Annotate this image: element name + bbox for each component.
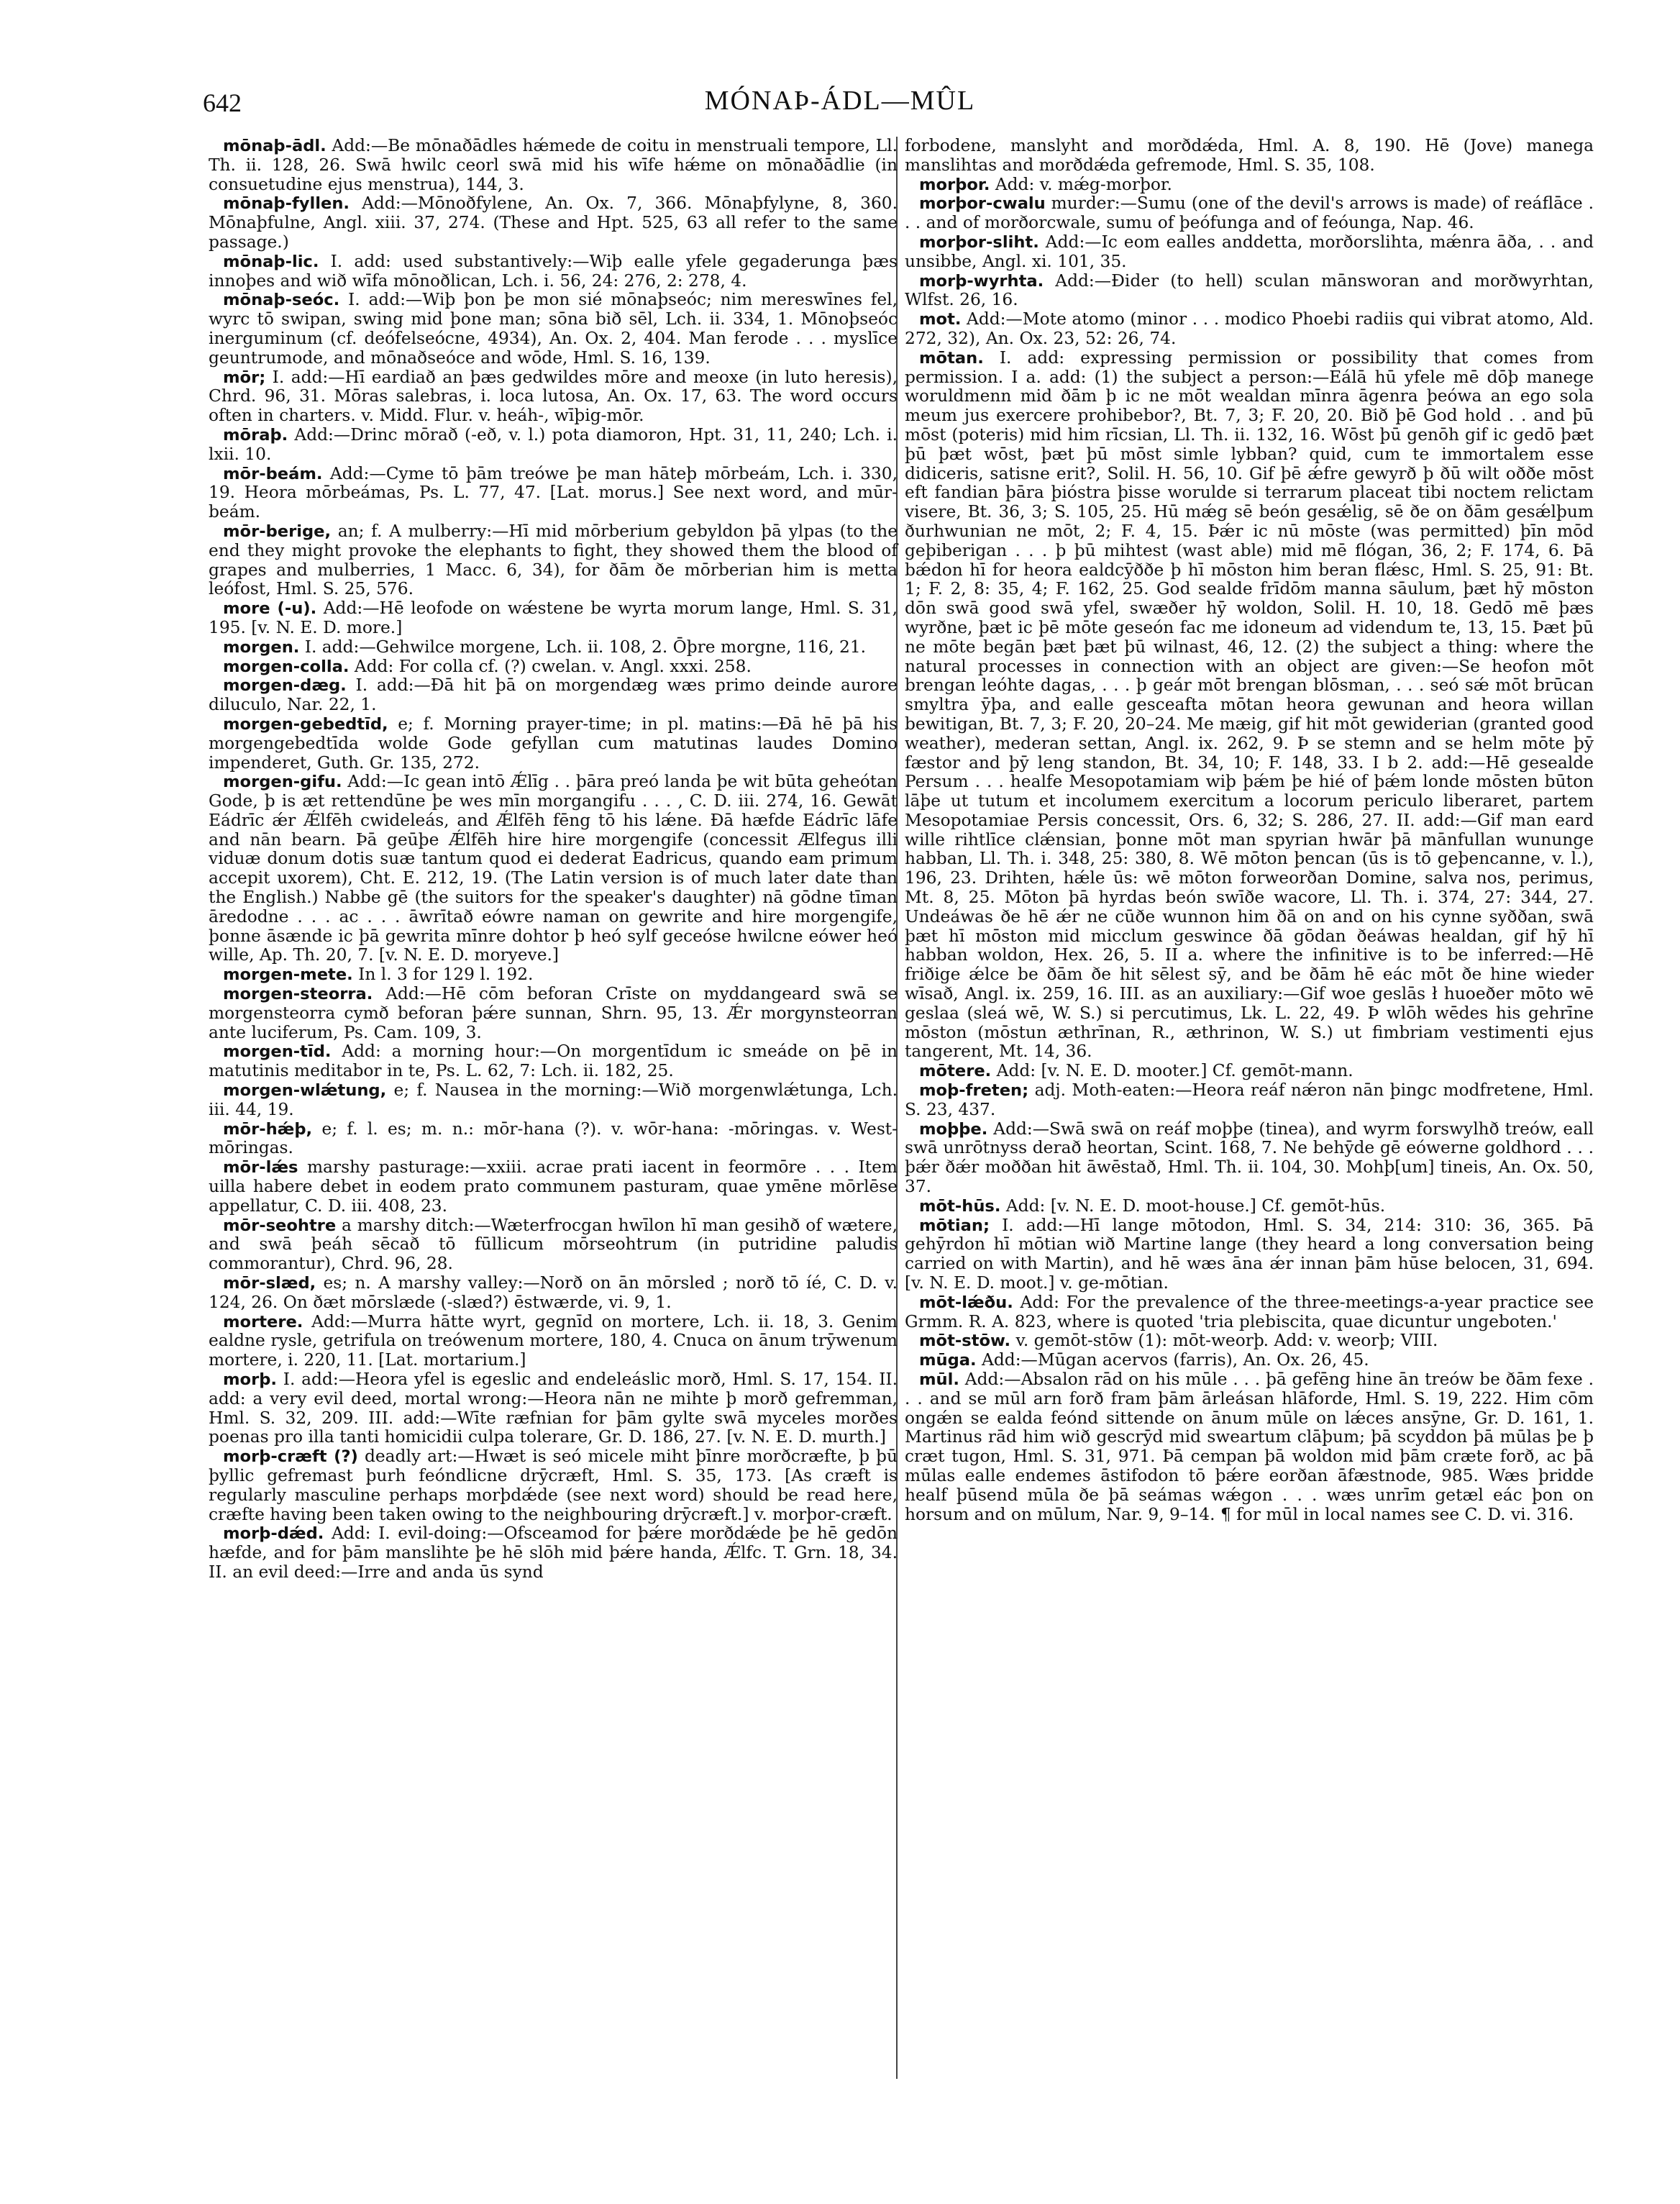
dictionary-entry xyxy=(905,1120,1594,1197)
dictionary-entry xyxy=(209,1447,898,1524)
entry-headword: morþ-cræft (?) xyxy=(223,1447,358,1467)
entry-headword: morþor-sliht. xyxy=(919,232,1039,252)
entry-text: Add:—Absalon rād on his mūle . . . þā gefēng hine ān treów be ðām fexe . . . and se mūl arn forð fram þām ārleásan hlāforde, Hml. S. 19, 222. Him cōm ongǽn se ealda feónd sittende on ānum mūle on lǽces ansȳne, Gr. D. 161, 1. Martinus rād him wið gescrȳd mid sweartum clāþum; þā scyddon þā mūlas þe þ cræt tugon, Hml. S. 31, 971. Þā cempan þā woldon mid þām cræte forð, ac þā mūlas ealle endemes āstifodon tō þǽre eorðan āfæstnode, 985. Wæs þridde healf þūsend mūla ðe þā seámas wǽgon . . . wæs unrīm getæl eác þon on horsum and on mūlum, Nar. 9, 9–14. ¶ for mūl in local names see C. D. vi. 316. xyxy=(905,1370,1594,1524)
dictionary-entry xyxy=(209,599,898,638)
entry-headword: morþ. xyxy=(223,1370,277,1389)
entry-text: adj. Moth-eaten:—Heora reáf nǽron nān þingc modfretene, Hml. S. 23, 437. xyxy=(905,1080,1594,1119)
dictionary-entry xyxy=(209,1370,898,1447)
dictionary-entry xyxy=(209,426,898,465)
entry-headword: morgen. xyxy=(223,637,300,657)
entry-text: I. add: expressing permission or possibility that comes from permission. I a. add: (1) the subject a person:—Eálā hū yfele mē dōþ manege woruldmenn mid ðām þ ic ne mōt wealdan mīnra āgenra þeówa an ego sola meum jus exercere prohibebor?, Bt. 7, 3; F. 20, 20. Bið þē God hold . . and þū mōst (poteris) mid him rīcsian, Ll. Th. ii. 132, 16. Wōst þū genōh gif ic gedō þæt þū þæt wōst, þæt þū mōst simle lybban? quid, cum te immortalem esse didiceris, satisne erit?, Solil. H. 56, 10. Gif þē ǽfre gewyrð þ ðū wilt oððe mōst eft fandian þāra þióstra þisse worulde si terrarum placeat tibi noctem relictam visere, Bt. 36, 3; S. 105, 25. Hū mǽg sē beón gesǽlig, sē ðe on ðām gesǽlþum ðurhwunian ne mōt, 2; F. 4, 15. Þǽr ic nū mōste (was permitted) þīn mōd geþiberigan . . . þ þū mihtest (wast able) mid mē flógan, 36, 2; F. 174, 6. Þā bǽdon hī for heora ealdcȳððe þ hī mōston him beran flǽsc, Hml. S. 25, 91: Bt. 1; F. 2, 8: 35, 4; F. 162, 25. God sealde frīdōm manna sāulum, þæt hȳ mōston dōn swā good swā yfel, swæðer hȳ woldon, Solil. H. 10, 18. Gedō mē þæs wyrðne, þæt ic þē mōte geseón fac me idoneum ad videndum te, 13, 15. Þæt þū ne mōte begān þæt þæt þū wilnast, 46, 12. (2) the subject a thing: where the natural processes in connection with an object are given:—Se heofon mōt brengan leóhte dagas, . . . þ geár mōt brengan blōsman, . . . seó sǽ mōt brūcan smyltra ȳþa, and ealle gesceafta mōtan heora gewunan and heora willan bewitigan, Bt. 7, 3; F. 20, 20–24. Me mæig, gif hit mōt gewiderian (granted good weather), mederan settan, Angl. ix. 262, 9. Þ se stemn and se helm mōte þȳ fæstor and þȳ leng standon, Bt. 34, 10; F. 148, 33. I b 2. add:—Hē gesealde Persum . . . healfe Mesopotamiam wiþ þǽm þe hié of þǽm londe mōsten būton lāþe ut tutum et incolumem exercitum a locorum periculo liberaret, partem Mesopotamiae Persis concessit, Ors. 6, 32; S. 286, 27. II. add:—Gif man eard wille rihtlīce clǽnsian, þonne mōt man spyrian hwār þā mānfullan wununge habban, Ll. Th. i. 348, 25: 380, 8. Wē mōton þencan (ūs is tō geþencanne, v. l.), 196, 23. Drihten, hǽle ūs: wē mōton forweorðan Domine, salva nos, perimus, Mt. 8, 25. Mōton þā hyrdas beón swīðe wacore, Ll. Th. i. 374, 27: 344, 27. Undeáwas ðe hē ǽr ne cūðe wunnon him ðā on and on his cynne syððan, swā þæt hī mōston mid micclum geswince ðā gōdan ðeáwas healdan, gif hȳ hī habban woldon, Hex. 26, 5. II a. where the infinitive is to be inferred:—Hē friðige ǽlce be ðām ðe hit sēlest sȳ, and be ðām hē eác mōt ðe hine wieder wīsað, Angl. ix. 259, 16. III. as an auxiliary:—Gif woe geslās ł huoeðer mōto wē geslaa (sleá wē, W. S.) si percutimus, Lk. L. 22, 49. Þ wlōh wēdes his gehrīne mōston (mōstun æthrīnan, R., æthrinon, W. S.) ut fimbriam vestimenti ejus tangerent, Mt. 14, 36. xyxy=(905,347,1594,1062)
page-number: 642 xyxy=(203,88,242,117)
dictionary-entry xyxy=(905,1331,1594,1351)
entry-text: es; n. A marshy valley:—Norð on ān mōrsled ; norð tō íé, C. D. v. 124, 26. On ðæt mōrslæde (-slæd?) ēstwærde, vi. 9, 1. xyxy=(209,1273,898,1312)
entry-headword: mōtan. xyxy=(919,348,984,368)
entry-text: In l. 3 for 129 l. 192. xyxy=(358,965,534,985)
entry-text: I. add: used substantively:—Wiþ ealle yfele gegaderunga þæs innoþes and wið wīfa mōnoðlican, Lch. i. 56, 24: 276, 2: 278, 4. xyxy=(209,251,898,291)
dictionary-entry xyxy=(209,1042,898,1081)
entry-headword: morgen-mete. xyxy=(223,965,353,985)
dictionary-entry xyxy=(905,310,1594,349)
entry-text: I. add:—Hī lange mōtodon, Hml. S. 34, 214: 310: 36, 365. Þā gehȳrdon hī mōtian wið Martine lange (they heard a long conversation being carried on with Martin), and hē wæs āna ǽr innan þām hūse belocen, 31, 694. [v. N. E. D. moot.] v. ge-mōtian. xyxy=(905,1215,1594,1293)
entry-headword: morgen-gebedtīd, xyxy=(223,714,388,734)
dictionary-entry xyxy=(905,1370,1594,1524)
entry-text: e; f. l. es; m. n.: mōr-hana (?). v. wōr-hana: -mōringas. v. West-mōringas. xyxy=(209,1119,898,1158)
dictionary-entry xyxy=(905,1081,1594,1120)
entry-text: Add:—Mūgan acervos (farris), An. Ox. 26, 45. xyxy=(982,1350,1369,1370)
entry-headword: morgen-dæg. xyxy=(223,676,347,696)
dictionary-entry xyxy=(905,233,1594,272)
entry-text: an; f. A mulberry:—Hī mid mōrberium gebyldon þā ylpas (to the end they might provoke the elephants to fight, they showed them the blood of grapes and mulberries, 1 Macc. 6, 34), for ðām ðe mōrberian him is metta leófost, Hml. S. 25, 576. xyxy=(209,521,898,599)
entry-text: Add: [v. N. E. D. mooter.] Cf. gemōt-mann. xyxy=(996,1061,1353,1081)
dictionary-entry xyxy=(905,176,1594,195)
entry-text: Add: For colla cf. (?) cwelan. v. Angl. xxxi. 258. xyxy=(354,656,752,676)
dictionary-entry xyxy=(209,1158,898,1216)
entry-headword: morþor. xyxy=(919,175,990,194)
entry-text: v. gemōt-stōw (1): mōt-weorþ. Add: v. weorþ; VIII. xyxy=(1015,1331,1438,1351)
dictionary-entry xyxy=(209,252,898,291)
dictionary-entry xyxy=(209,638,898,657)
entry-headword: mōr; xyxy=(223,368,266,387)
entry-headword: mōr-hǽþ, xyxy=(223,1119,313,1139)
entry-headword: mōr-lǽs xyxy=(223,1158,298,1178)
entry-headword: mōtere. xyxy=(919,1062,992,1081)
dictionary-entry xyxy=(209,657,898,677)
entry-headword: morþor-cwalu xyxy=(919,194,1046,214)
entry-text: I. add:—Heora yfel is egeslic and endeleáslic morð, Hml. S. 17, 154. II. add: a very evil deed, mortal wrong:—Heora nān ne mihte þ morð gefremman, Hml. S. 32, 209. III. add:—Wīte ræfnian for þām gylte swā myceles morðes poenas pro illa tanti homicidii culpa tolerare, Gr. D. 186, 27. [v. N. E. D. murth.] xyxy=(209,1370,898,1447)
dictionary-entry xyxy=(905,1293,1594,1332)
dictionary-entry xyxy=(209,291,898,368)
entry-text: Add: a morning hour:—On morgentīdum ic smeáde on þē in matutinis meditabor in te, Ps. L. 62, 7: Lch. ii. 182, 25. xyxy=(209,1042,898,1081)
entry-text: marshy pasturage:—xxiii. acrae prati iacent in feormōre . . . Item uilla habere debet in eodem prato communem pasturam, quae ymēne mōrlēse appellatur, C. D. iii. 408, 23. xyxy=(209,1157,898,1216)
dictionary-entry xyxy=(209,1313,898,1370)
entry-text: murder:—Sumu (one of the devil's arrows is made) of reáflāce . . . and of morðorcwale, sumu of þeófunga and of feóunga, Nap. 46. xyxy=(905,193,1594,233)
entry-headword: mōr-berige, xyxy=(223,522,332,541)
entry-headword: mōnaþ-fyllen. xyxy=(223,194,350,214)
dictionary-entry xyxy=(209,1081,898,1120)
dictionary-entry xyxy=(209,137,898,194)
dictionary-entry xyxy=(209,368,898,426)
entry-text: Add:—Mōnoðfylene, An. Ox. 7, 366. Mōnaþfylyne, 8, 360. Mōnaþfulne, Angl. xiii. 37, 274. (These and Hpt. 525, 63 all refer to the same passage.) xyxy=(209,193,898,252)
entry-text: I. add:—Wiþ þon þe mon sié mōnaþseóc; nim mereswīnes fel, wyrc tō swipan, swing mid þone man; sōna bið sēl, Lch. ii. 334, 1. Mōnoþseóc inerguminum (cf. deófelseócne, 4934), An. Ox. 2, 404. Man ferode . . . myslīce geuntrumode, and mōnaðseóce and wōde, Hml. S. 16, 139. xyxy=(209,290,898,368)
entry-headword: morgen-gifu. xyxy=(223,773,342,792)
entry-headword: mōt-lǽðu. xyxy=(919,1293,1013,1312)
entry-text: Add:—Cyme tō þām treówe þe man hāteþ mōrbeám, Lch. i. 330, 19. Heora mōrbeámas, Ps. L. 77, 47. [Lat. morus.] See next word, and mūr-beám. xyxy=(209,463,898,522)
entry-text: I. add:—Hī eardiað an þæs gedwildes mōre and meoxe (in luto heresis), Chrd. 96, 31. Mōras salebras, i. loca lutosa, An. Ox. 17, 63. The word occurs often in charters. v. Midd. Flur. v. heáh-, wīþig-mōr. xyxy=(209,367,898,426)
entry-text: Add:—Drinc mōrað (-eð, v. l.) pota diamoron, Hpt. 31, 11, 240; Lch. i. lxii. 10. xyxy=(209,424,898,464)
entry-headword: morþ-dǽd. xyxy=(223,1524,324,1544)
entry-headword: morgen-wlǽtung, xyxy=(223,1081,387,1101)
left-column xyxy=(209,137,898,1583)
entry-headword: mōnaþ-lic. xyxy=(223,252,319,271)
entry-text: Add: v. mǽg-morþor. xyxy=(995,174,1172,194)
dictionary-entry xyxy=(209,985,898,1042)
entry-headword: mōraþ. xyxy=(223,425,288,445)
entry-text: Add:—Hē leofode on wǽstene be wyrta morum lange, Hml. S. 31, 195. [v. N. E. D. more.] xyxy=(209,598,898,637)
entry-text: e; f. Morning prayer-time; in pl. matins:—Ðā hē þā his morgengebedtīda wolde Gode gefyllan cum matutinas laudes Domino impenderet, Guth. Gr. 135, 272. xyxy=(209,714,898,773)
entry-text: Add:—Hē cōm beforan Crīste on myddangeard swā se morgensteorra cymð beforan þǽre sunnan, Shrn. 95, 13. Ǽr morgynsteorran ante luciferum, Ps. Cam. 109, 3. xyxy=(209,984,898,1042)
right-column xyxy=(905,137,1594,1524)
entry-headword: mōnaþ-seóc. xyxy=(223,291,340,310)
entry-headword: more (-u). xyxy=(223,599,317,619)
dictionary-entry xyxy=(905,1351,1594,1370)
entry-text: Add:—Ðider (to hell) sculan mānsworan and morðwyrhtan, Wlfst. 26, 16. xyxy=(905,270,1594,310)
entry-text: I. add:—Ðā hit þā on morgendæg wæs primo deinde aurore diluculo, Nar. 22, 1. xyxy=(209,675,898,715)
dictionary-entry xyxy=(905,1216,1594,1293)
dictionary-entry xyxy=(905,349,1594,1062)
dictionary-entry xyxy=(209,1274,898,1313)
entry-text: a marshy ditch:—Wæterfrocgan hwīlon hī man gesihð of wætere, and swā þeáh sēcað tō fūllicum mōrseohtrum (in putridine paludis commorantur), Chrd. 96, 28. xyxy=(209,1215,898,1274)
entry-headword: mōr-seohtre xyxy=(223,1216,337,1235)
running-head: MÓNAÞ-ÁDL—MÛL xyxy=(704,86,976,116)
entry-text: Add: [v. N. E. D. moot-house.] Cf. gemōt-hūs. xyxy=(1005,1196,1386,1216)
entry-text: Add: I. evil-doing:—Ofsceamod for þǽre morðdǽde þe hē gedōn hæfde, and for þām manslihte þe hē slōh mid þǽre handa, Ǽlfc. T. Grn. 18, 34. II. an evil deed:—Irre and anda ūs synd xyxy=(209,1524,898,1582)
entry-text: e; f. Nausea in the morning:—Wið morgenwlǽtunga, Lch. iii. 44, 19. xyxy=(209,1080,898,1119)
entry-headword: moþ-freten; xyxy=(919,1081,1029,1101)
entry-headword: morgen-colla. xyxy=(223,657,350,676)
entry-headword: mōnaþ-ādl. xyxy=(223,137,327,155)
dictionary-entry xyxy=(209,1216,898,1274)
entry-text: Add:—Be mōnaðādles hǽmede de coitu in menstruali tempore, Ll. Th. ii. 128, 26. Swā hwilc ceorl swā mid his wīfe hǽme on mōnaðādlie (in consuetudine ejus menstrua), 144, 3. xyxy=(209,136,898,194)
dictionary-entry xyxy=(209,194,898,252)
dictionary-entry xyxy=(209,1120,898,1159)
dictionary-entry xyxy=(209,773,898,965)
entry-text: Add:—Ic eom ealles anddetta, morðorslihta, mǽnra āða, . . and unsibbe, Angl. xi. 101, 35. xyxy=(905,232,1594,271)
dictionary-entry xyxy=(209,965,898,985)
entry-headword: mōr-slæd, xyxy=(223,1274,316,1293)
entry-headword: morgen-steorra. xyxy=(223,985,373,1004)
continued-entry-text: forbodene, manslyht and morðdǽda, Hml. A. 8, 190. Hē (Jove) manega manslihtas and morðdǽda gefremode, Hml. S. 35, 108. xyxy=(905,136,1594,175)
entry-headword: mortere. xyxy=(223,1312,303,1331)
dictionary-entry xyxy=(209,1524,898,1582)
entry-headword: morþ-wyrhta. xyxy=(919,271,1044,291)
entry-text: Add:—Murra hātte wyrt, gegnīd on mortere, Lch. ii. 18, 3. Genim ealdne rysle, getrifula on treówenum mortere, 180, 4. Cnuca on ānum trȳwenum mortere, i. 220, 11. [Lat. mortarium.] xyxy=(209,1311,898,1370)
entry-headword: morgen-tīd. xyxy=(223,1042,332,1062)
dictionary-entry xyxy=(209,715,898,773)
dictionary-entry xyxy=(209,522,898,599)
entry-headword: mōr-beám. xyxy=(223,464,323,483)
dictionary-entry xyxy=(905,1062,1594,1081)
entry-headword: mot. xyxy=(919,310,962,329)
entry-headword: mūl. xyxy=(919,1370,959,1389)
entry-text: Add:—Mote atomo (minor . . . modico Phoebi radiis qui vibrat atomo, Ald. 272, 32), An. Ox. 23, 52: 26, 74. xyxy=(905,309,1594,348)
dictionary-entry xyxy=(905,194,1594,233)
dictionary-entry xyxy=(209,465,898,522)
entry-text: Add:—Swā swā on reáf moþþe (tinea), and wyrm forswylhð treów, eall swā unrōtnyss derað heortan, Scint. 168, 7. Ne behȳde gē eówerne goldhord . . . þǽr ðǽr moððan hit āwēstað, Hml. Th. ii. 104, 30. Mohþ[um] tineis, An. Ox. 50, 37. xyxy=(905,1119,1594,1197)
entry-text: Add:—Ic gean intō Ǽlīg . . þāra preó landa þe wit būta geheótan Gode, þ is æt rettendūne þe wes mīn morgangifu . . . , C. D. iii. 274, 16. Gewāt Eádrīc ǽr Ǽlfēh cwideleás, and Ǽlfēh fēng tō his lǽne. Ðā hæfde Eádrīc lāfe and nān bearn. Þā geūþe Ǽlfēh hire hire morgengife (concessit Ælfegus illi viduæ donum dotis suæ tantum quod ei dederat Eadricus, quando eam primum accepit uxorem), Cht. E. 212, 19. (The Latin version is of much later date than the English.) Nabbe gē (the suitors for the speaker's daughter) nā gōdne tīman āredodne . . . ac . . . āwrītað eówre naman on gewrite and hire morgengife, þonne āsænde ic þā gewrita mīnre dohtor þ heó sylf geceóse hwilcne eówer heó wille, Ap. Th. 20, 7. [v. N. E. D. moryeve.] xyxy=(209,772,898,965)
entry-text: I. add:—Gehwilce morgene, Lch. ii. 108, 2. Ōþre morgne, 116, 21. xyxy=(304,637,867,657)
entry-headword: mōtian; xyxy=(919,1216,990,1235)
entry-headword: mōt-stōw. xyxy=(919,1331,1011,1351)
entry-text: deadly art:—Hwæt is seó micele miht þīnre morðcræfte, þ þū þyllic gefremast þurh feóndlicne drȳcræft, Hml. S. 35, 173. [As cræft is regularly masculine perhaps morþdǽde (see next word) should be read here, cræfte having been taken owing to the neighbouring drȳcræft.] v. morþor-cræft. xyxy=(209,1447,898,1524)
entry-headword: moþþe. xyxy=(919,1119,988,1139)
dictionary-entry xyxy=(905,272,1594,311)
entry-headword: mōt-hūs. xyxy=(919,1196,1001,1216)
entry-text: Add: For the prevalence of the three-meetings-a-year practice see Grmm. R. A. 823, where is quoted 'tria plebiscita, quae dicuntur ungeboten.' xyxy=(905,1292,1594,1331)
dictionary-entry xyxy=(905,1197,1594,1216)
entry-headword: mūga. xyxy=(919,1351,977,1370)
dictionary-entry xyxy=(209,676,898,715)
